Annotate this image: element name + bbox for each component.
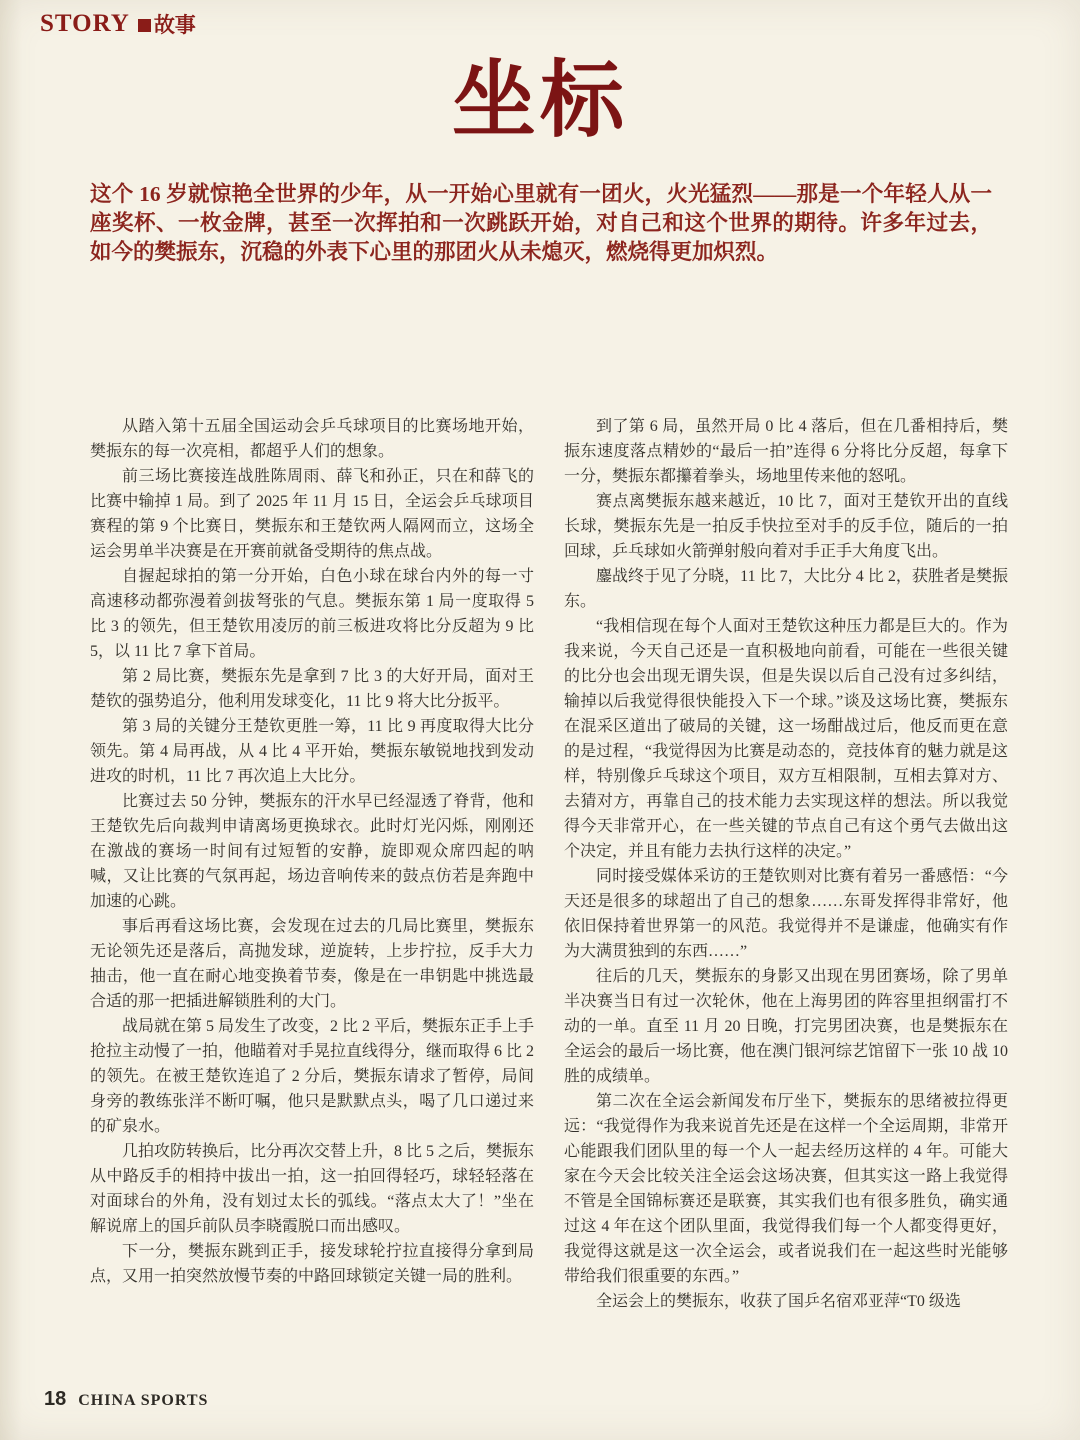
paragraph: 前三场比赛接连战胜陈周雨、薛飞和孙正，只在和薛飞的比赛中输掉 1 局。到了 2025 年 11 月 15 日，全运会乒乓球项目赛程的第 9 个比赛日，樊振东和王楚钦两人隔网而立，这场全运会男单半决赛是在开赛前就备受期待的焦点战。 [90,468,534,560]
page-footer [44,1388,208,1411]
paragraph: 到了第 6 局，虽然开局 0 比 4 落后，但在几番相持后，樊振东速度落点精妙的“最后一拍”连得 6 分将比分反超，每拿下一分，樊振东都攥着拳头，场地里传来他的怒吼。 [564,418,1008,485]
page-number: 18 [44,1388,67,1410]
right-column [564,414,1008,1376]
paragraph: 比赛过去 50 分钟，樊振东的汗水早已经湿透了脊背，他和王楚钦先后向裁判申请离场更换球衣。此时灯光闪烁，刚刚还在激战的赛场一时间有过短暂的安静，旋即观众席四起的呐喊，又让比赛的气氛再起，场边音响传来的鼓点仿若是奔跑中加速的心跳。 [90,793,534,910]
section-label-en: STORY [40,9,130,37]
paragraph: 战局就在第 5 局发生了改变，2 比 2 平后，樊振东正手上手抢拉主动慢了一拍，他瞄着对手晃拉直线得分，继而取得 6 比 2 的领先。在被王楚钦连追了 2 分后，樊振东请求了暂停，局间身旁的教练张洋不断叮嘱，他只是默默点头，喝了几口递过来的矿泉水。 [90,1018,534,1135]
paragraph: 鏖战终于见了分晓，11 比 7，大比分 4 比 2，获胜者是樊振东。 [564,568,1008,610]
article-title: 坐标 [451,55,628,148]
red-square-icon [138,19,151,32]
paragraph: “我相信现在每个人面对王楚钦这种压力都是巨大的。作为我来说，今天自己还是一直积极地向前看，可能在一些很关键的比分也会出现无谓失误，但是失误以后自己没有过多纠结，输掉以后我觉得很快能投入下一个球。”谈及这场比赛，樊振东在混采区道出了破局的关键，这一场酣战过后，他反而更在意的是过程，“我觉得因为比赛是动态的，竞技体育的魅力就是这样，特别像乒乓球这个项目，双方互相限制，互相去算对方、去猜对方，再靠自己的技术能力去实现这样的想法。所以我觉得今天非常开心，在一些关键的节点自己有这个勇气去做出这个决定，并且有能力去执行这样的决定。” [564,618,1008,860]
paragraph: 事后再看这场比赛，会发现在过去的几局比赛里，樊振东无论领先还是落后，高抛发球，逆旋转，上步拧拉，反手大力抽击，他一直在耐心地变换着节奏，像是在一串钥匙中挑选最合适的那一把插进解锁胜利的大门。 [90,918,534,1010]
left-column [90,414,534,1376]
section-label-cn: 故事 [153,13,196,37]
paragraph: 往后的几天，樊振东的身影又出现在男团赛场，除了男单半决赛当日有过一次轮休，他在上海男团的阵容里担纲雷打不动的一单。直至 11 月 20 日晚，打完男团决赛，也是樊振东在全运会的最后一场比赛，他在澳门银河综艺馆留下一张 10 战 10 胜的成绩单。 [564,968,1008,1085]
paragraph: 几拍攻防转换后，比分再次交替上升，8 比 5 之后，樊振东从中路反手的相持中拔出一拍，这一拍回得轻巧，球轻轻落在对面球台的外角，没有划过太长的弧线。“落点太大了！”坐在解说席上的国乒前队员李晓霞脱口而出感叹。 [90,1143,534,1235]
paragraph: 第二次在全运会新闻发布厅坐下，樊振东的思绪被拉得更远：“我觉得作为我来说首先还是在这样一个全运周期，非常开心能跟我们团队里的每一个人一起去经历这样的 4 年。可能大家在今天会比较关注全运会这场决赛，但其实这一路上我觉得不管是全国锦标赛还是联赛，其实我们也有很多胜负，确实通过这 4 年在这个团队里面，我觉得我们每一个人都变得更好，我觉得这就是这一次全运会，或者说我们在一起这些时光能够带给我们很重要的东西。” [564,1093,1008,1285]
magazine-name: CHINA SPORTS [78,1392,209,1409]
article-body [90,414,1008,1376]
paragraph: 下一分，樊振东跳到正手，接发球轮拧拉直接得分拿到局点，又用一拍突然放慢节奏的中路回球锁定关键一局的胜利。 [90,1243,534,1285]
paragraph: 从踏入第十五届全国运动会乒乓球项目的比赛场地开始，樊振东的每一次亮相，都超乎人们的想象。 [90,418,534,460]
paragraph: 赛点离樊振东越来越近，10 比 7，面对王楚钦开出的直线长球，樊振东先是一拍反手快拉至对手的反手位，随后的一拍回球，乒乓球如火箭弹射般向着对手正手大角度飞出。 [564,493,1008,560]
paragraph: 自握起球拍的第一分开始，白色小球在球台内外的每一寸高速移动都弥漫着剑拔弩张的气息。樊振东第 1 局一度取得 5 比 3 的领先，但王楚钦用凌厉的前三板进攻将比分反超为 9 比 5，以 11 比 7 拿下首局。 [90,568,534,660]
section-header [40,8,196,39]
paragraph: 同时接受媒体采访的王楚钦则对比赛有着另一番感悟：“今天还是很多的球超出了自己的想象……东哥发挥得非常好，他依旧保持着世界第一的风范。我觉得并不是谦虚，他确实有作为大满贯独到的东西……” [564,868,1008,960]
paragraph: 第 3 局的关键分王楚钦更胜一筹，11 比 9 再度取得大比分领先。第 4 局再战，从 4 比 4 平开始，樊振东敏锐地找到发动进攻的时机，11 比 7 再次追上大比分。 [90,718,534,785]
article-intro: 这个 16 岁就惊艳全世界的少年，从一开始心里就有一团火，火光猛烈——那是一个年轻人从一座奖杯、一枚金牌，甚至一次挥拍和一次跳跃开始，对自己和这个世界的期待。许多年过去，如今的樊振东，沉稳的外表下心里的那团火从未熄灭，燃烧得更加炽烈。 [90,182,992,264]
paragraph: 第 2 局比赛，樊振东先是拿到 7 比 3 的大好开局，面对王楚钦的强势追分，他利用发球变化，11 比 9 将大比分扳平。 [90,668,534,710]
paragraph: 全运会上的樊振东，收获了国乒名宿邓亚萍“T0 级选 [596,1293,961,1310]
